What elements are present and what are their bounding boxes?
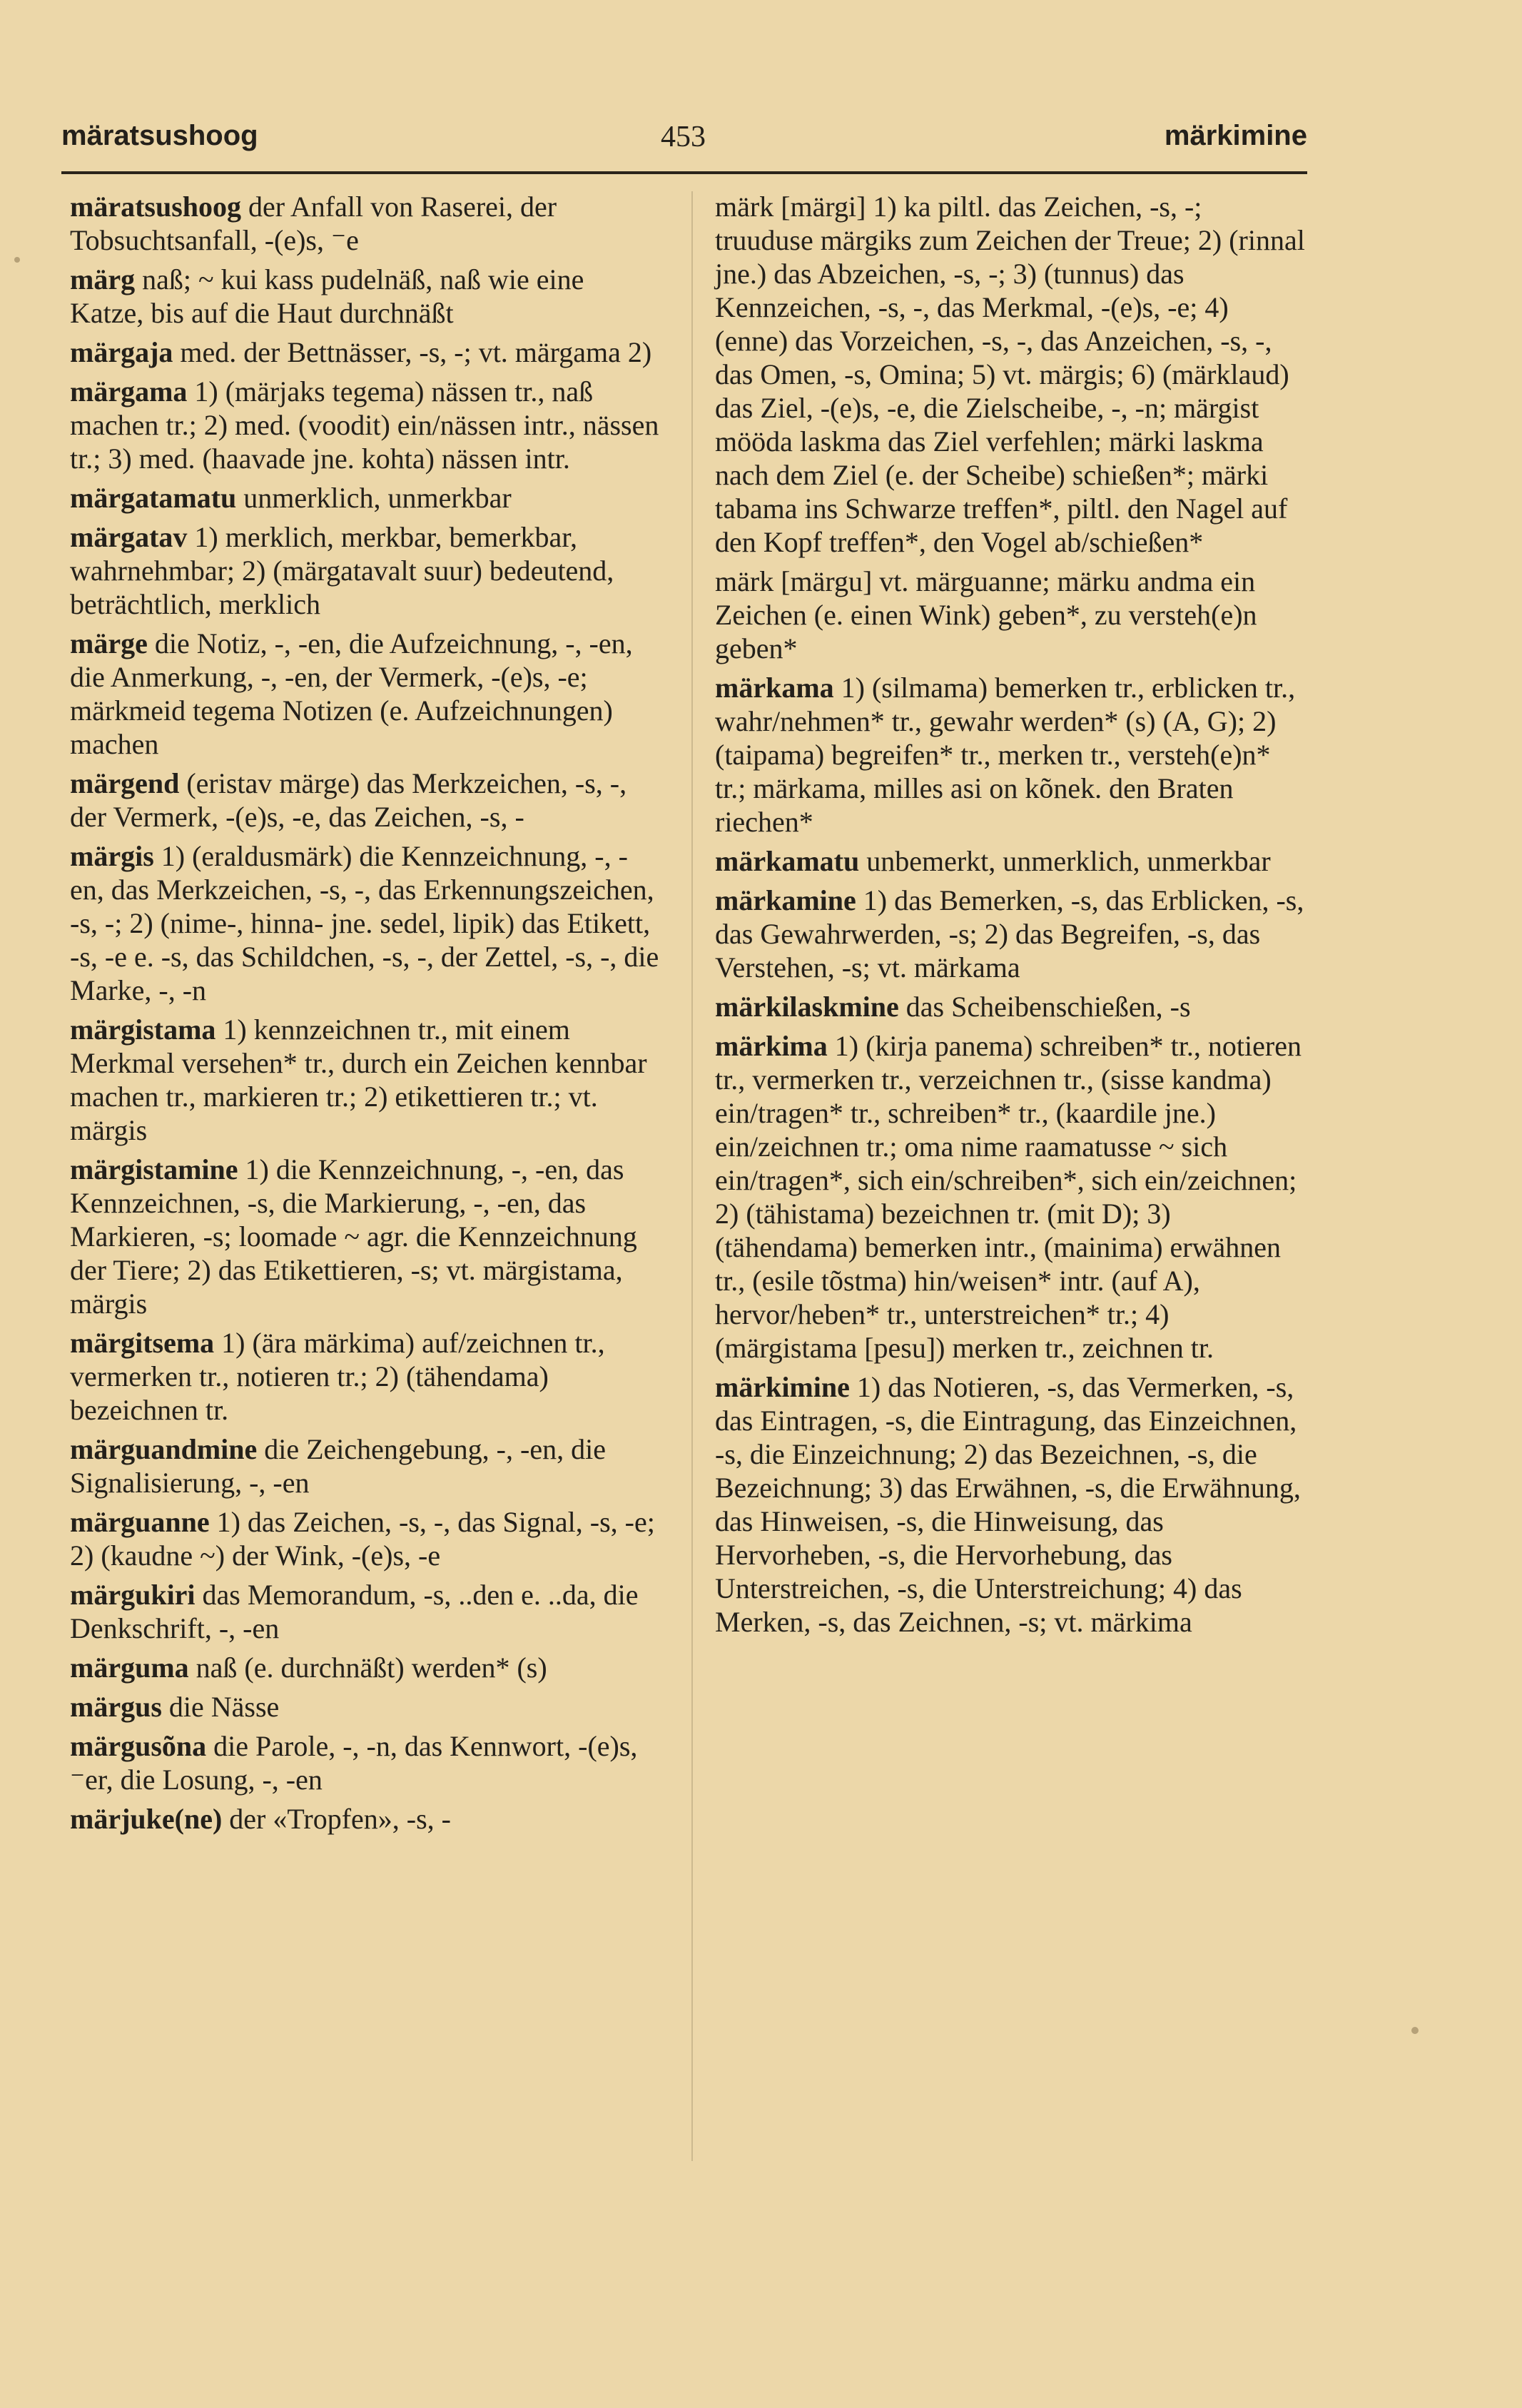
dictionary-entry: [70, 1729, 661, 1796]
entry-headword: märkamatu: [715, 845, 860, 877]
entry-definition: 1) (silmama) bemerken tr., erblicken tr., wahr/nehmen* tr., gewahr werden* (s) (A, G); 2) (taipama) begreifen* tr., merken tr., versteh(e)n* tr.; märkama, milles asi on kõnek. den Braten riechen*: [715, 672, 1296, 838]
dictionary-entry: [70, 375, 661, 475]
entry-headword: märgatamatu: [70, 482, 237, 514]
entry-headword: märgama: [70, 375, 188, 408]
dictionary-entry: [70, 1578, 661, 1645]
dictionary-entry: [715, 565, 1306, 665]
paper-speck: [14, 257, 20, 263]
entry-definition: 1) das Notieren, -s, das Vermerken, -s, das Eintragen, -s, die Eintragung, das Einzeichnen, -s, die Einzeichnung; 2) das Bezeichnen, -s, die Bezeichnung; 3) das Erwähnen, -s, die Erwähnung, das Hinweisen, -s, die Hinweisung, das Hervorheben, -s, die Hervorhebung, das Unterstreichen, -s, die Unterstreichung; 4) das Merken, -s, das Zeichnen, -s; vt. märkima: [715, 1371, 1301, 1638]
entry-definition: die Nässe: [161, 1691, 280, 1723]
entry-headword: märgaja: [70, 336, 173, 368]
entry-headword: märge: [70, 627, 148, 659]
entry-headword: märkama: [715, 672, 834, 704]
entry-headword: märkilaskmine: [715, 991, 899, 1023]
entry-definition: 1) das Zeichen, -s, -, das Signal, -s, -e; 2) (kaudne ~) der Wink, -(e)s, -e: [70, 1506, 655, 1572]
dictionary-entry: [70, 520, 661, 621]
entry-definition: 1) das Bemerken, -s, das Erblicken, -s, das Gewahrwerden, -s; 2) das Begreifen, -s, das Verstehen, -s; vt. märkama: [715, 884, 1304, 983]
dictionary-entry: [715, 844, 1306, 878]
dictionary-entry: [70, 1651, 661, 1684]
entry-definition: die Parole, -, -n, das Kennwort, -(e)s, ⁻er, die Losung, -, -en: [70, 1730, 638, 1796]
dictionary-entry: [70, 1505, 661, 1572]
entry-definition: die Notiz, -, -en, die Aufzeichnung, -, -en, die Anmerkung, -, -en, der Vermerk, -(e)s, -e; märkmeid tegema Notizen (e. Aufzeichnungen) machen: [70, 627, 633, 760]
entry-headword: märgusõna: [70, 1730, 207, 1762]
entry-definition: 1) (kirja panema) schreiben* tr., notieren tr., vermerken tr., verzeichnen tr., (sisse kandma) ein/tragen* tr., schreiben* tr., (kaardile jne.) ein/zeichnen tr.; oma nime raamatusse ~ sich ein/tragen*, sich ein/schreiben*, sich ein/zeichnen; 2) (tähistama) bezeichnen tr. (mit D); 3) (tähendama) bemerken intr., (mainima) erwähnen tr., (esile tõstma) hin/weisen* intr. (auf A), hervor/heben* tr., unterstreichen* tr.; 4) (märgistama [pesu]) merken tr., zeichnen tr.: [715, 1030, 1302, 1364]
entry-definition: die Zeichengebung, -, -en, die Signalisierung, -, -en: [70, 1433, 606, 1499]
entry-definition: 1) die Kennzeichnung, -, -en, das Kennzeichnen, -s, die Markierung, -, -en, das Markieren, -s; loomade ~ agr. die Kennzeichnung der Tiere; 2) das Etikettieren, -s; vt. märgistama, märgis: [70, 1153, 637, 1320]
paper-speck: [1411, 2027, 1419, 2034]
dictionary-entry: [70, 1802, 661, 1836]
entry-definition: med. der Bettnässer, -s, -; vt. märgama 2): [173, 336, 652, 368]
entry-definition: naß; ~ kui kass pudelnäß, naß wie eine Katze, bis auf die Haut durchnäßt: [70, 263, 584, 329]
dictionary-entry: [715, 1029, 1306, 1365]
entry-definition: märk [märgi] 1) ka piltl. das Zeichen, -s, -; truuduse märgiks zum Zeichen der Treue; 2) (rinnal jne.) das Abzeichen, -s, -; 3) (tunnus) das Kennzeichen, -s, -, das Merkmal, -(e)s, -e; 4) (enne) das Vorzeichen, -s, -, das Anzeichen, -s, -, das Omen, -s, Omina; 5) vt. märgis; 6) (märklaud) das Ziel, -(e)s, -e, die Zielscheibe, -, -n; märgist mööda laskma das Ziel verfehlen; märki laskma nach dem Ziel (e. der Scheibe) schießen*; märki tabama ins Schwarze treffen*, piltl. den Nagel auf den Kopf treffen*, den Vogel ab/schießen*: [715, 191, 1305, 558]
entry-headword: märkamine: [715, 884, 856, 916]
header-rule: [61, 171, 1307, 174]
entry-definition: der Anfall von Raserei, der Tobsuchtsanfall, -(e)s, ⁻e: [70, 191, 557, 256]
dictionary-entry: [715, 884, 1306, 984]
dictionary-entry: [70, 1013, 661, 1147]
running-header: [61, 120, 1307, 166]
dictionary-entry: [70, 627, 661, 761]
entry-headword: märgistamine: [70, 1153, 238, 1185]
entry-headword: märg: [70, 263, 136, 295]
entry-headword: märatsushoog: [70, 191, 242, 223]
dictionary-entry: [70, 1153, 661, 1320]
dictionary-entry: [70, 263, 661, 330]
entry-headword: märgukiri: [70, 1579, 196, 1611]
entry-headword: märgus: [70, 1691, 162, 1723]
entry-headword: märjuke(ne): [70, 1803, 223, 1835]
dictionary-entry: [70, 767, 661, 834]
entry-definition: 1) kennzeichnen tr., mit einem Merkmal versehen* tr., durch ein Zeichen kennbar machen tr., markieren tr.; 2) etikettieren tr.; vt. märgis: [70, 1013, 647, 1146]
entry-headword: märguma: [70, 1651, 189, 1684]
entry-definition: 1) (ära märkima) auf/zeichnen tr., vermerken tr., notieren tr.; 2) (tähendama) bezeichnen tr.: [70, 1327, 605, 1426]
header-first-headword: märatsushoog: [61, 120, 258, 151]
entry-definition: der «Tropfen», -s, -: [222, 1803, 451, 1835]
dictionary-entry: [715, 990, 1306, 1023]
entry-definition: (eristav märge) das Merkzeichen, -s, -, der Vermerk, -(e)s, -e, das Zeichen, -s, -: [70, 767, 627, 833]
dictionary-entry: [715, 1370, 1306, 1639]
dictionary-entry: [70, 481, 661, 515]
entry-headword: märguandmine: [70, 1433, 258, 1465]
dictionary-entry: [70, 190, 661, 257]
dictionary-entry: [70, 335, 661, 369]
entry-definition: das Scheibenschießen, -s: [898, 991, 1191, 1023]
dictionary-entry: [715, 671, 1306, 839]
header-last-headword: märkimine: [1164, 120, 1307, 151]
entry-headword: märgis: [70, 840, 154, 872]
dictionary-entry: [715, 190, 1306, 559]
entry-headword: märgitsema: [70, 1327, 215, 1359]
entry-definition: unmerklich, unmerkbar: [236, 482, 512, 514]
entry-definition: das Memorandum, -s, ..den e. ..da, die Denkschrift, -, -en: [70, 1579, 639, 1644]
column-divider: [691, 191, 693, 2161]
entry-definition: märk [märgu] vt. märguanne; märku andma ein Zeichen (e. einen Wink) geben*, zu versteh(e)n geben*: [715, 565, 1257, 664]
entry-headword: märgend: [70, 767, 180, 799]
dictionary-entry: [70, 1432, 661, 1499]
dictionary-entry: [70, 1690, 661, 1724]
entry-definition: 1) (märjaks tegema) nässen tr., naß machen tr.; 2) med. (voodit) ein/nässen intr., nässen tr.; 3) med. (haavade jne. kohta) nässen intr.: [70, 375, 659, 475]
entry-definition: 1) (eraldusmärk) die Kennzeichnung, -, -en, das Merkzeichen, -s, -, das Erkennungszeichen, -s, -; 2) (nime-, hinna- jne. sedel, lipik) das Etikett, -s, -e e. -s, das Schildchen, -s, -, der Zettel, -s, -, die Marke, -, -n: [70, 840, 659, 1006]
dictionary-entry: [70, 1326, 661, 1427]
entry-headword: märgatav: [70, 521, 188, 553]
entry-headword: märkimine: [715, 1371, 850, 1403]
entry-definition: unbemerkt, unmerklich, unmerkbar: [859, 845, 1271, 877]
entry-definition: naß (e. durchnäßt) werden* (s): [188, 1651, 547, 1684]
entry-headword: märgistama: [70, 1013, 216, 1046]
left-column: [70, 190, 661, 1841]
right-column: [715, 190, 1306, 1644]
dictionary-entry: [70, 839, 661, 1007]
entry-definition: 1) merklich, merkbar, bemerkbar, wahrnehmbar; 2) (märgatavalt suur) bedeutend, beträchtlich, merklich: [70, 521, 614, 620]
page-number: 453: [661, 121, 706, 153]
entry-headword: märkima: [715, 1030, 828, 1062]
entry-headword: märguanne: [70, 1506, 210, 1538]
